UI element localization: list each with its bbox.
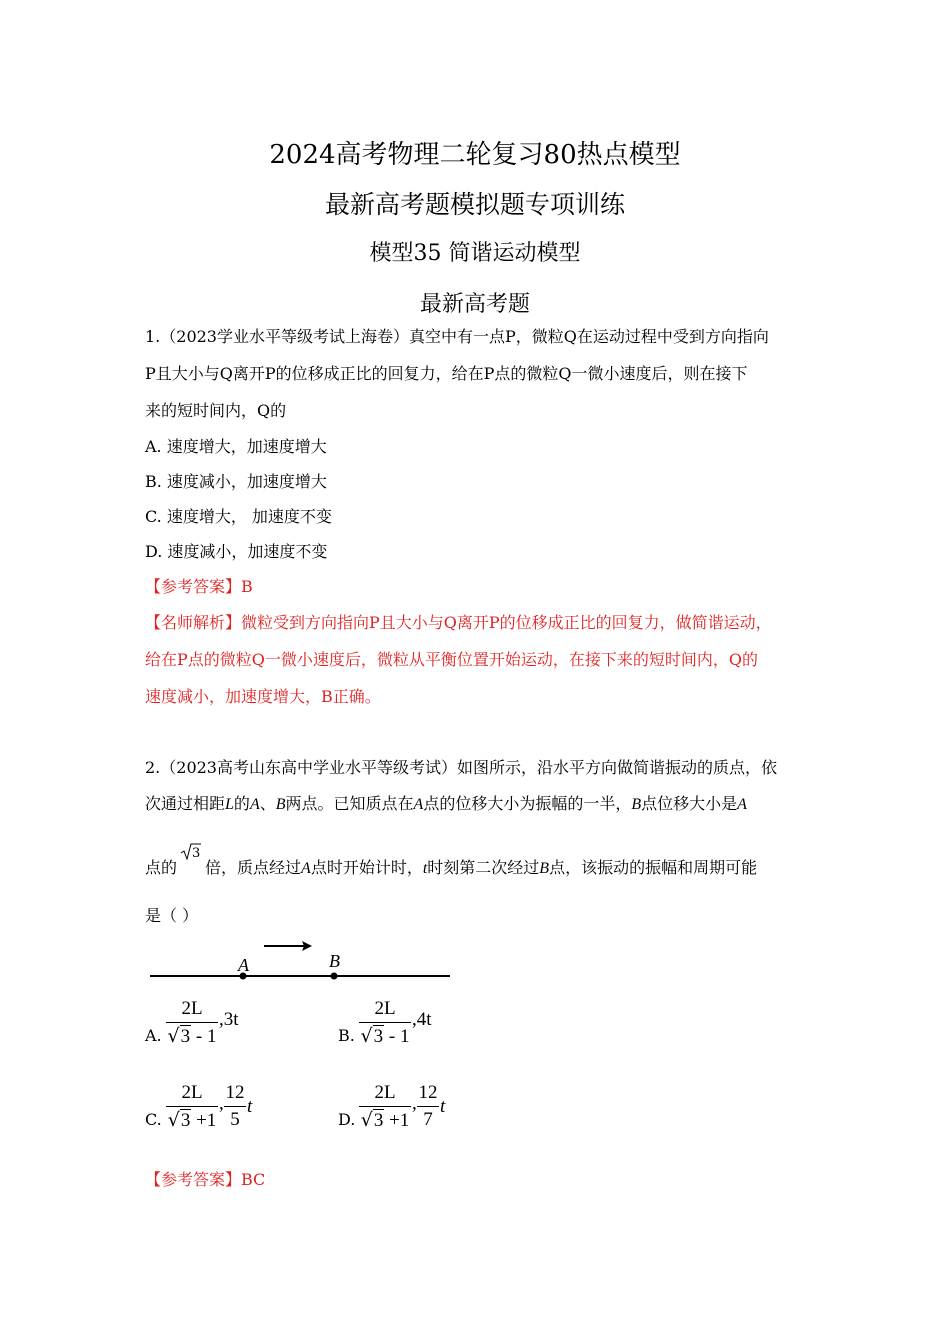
q2-option-a-label: A. [145, 1026, 162, 1045]
q1-option-c: C. 速度增大， 加速度不变 [145, 507, 332, 526]
q1-stem-line2: P且大小与Q离开P的位移成正比的回复力，给在P点的微粒Q一微小速度后，则在接下 [145, 364, 748, 383]
q2-stem-line4: 是（ ） [145, 906, 199, 925]
q1-stem-line1: 1.（2023学业水平等级考试上海卷）真空中有一点P，微粒Q在运动过程中受到方向指向 [145, 327, 769, 346]
q2-option-c-separator: , [219, 1093, 224, 1114]
q2-option-b-label: B. [338, 1026, 355, 1045]
q2-option-a-fraction: 2L √3 - 1 [167, 998, 217, 1047]
q2-option-c-t: t [247, 1096, 253, 1117]
q1-analysis-line3: 速度减小，加速度增大，B正确。 [145, 687, 381, 706]
model-title: 模型35 简谐运动模型 [369, 241, 581, 266]
q1-stem-line3: 来的短时间内，Q的 [145, 401, 287, 420]
q2-option-d-label: D. [338, 1110, 356, 1129]
q2-option-b-fraction: 2L √3 - 1 [360, 998, 410, 1047]
q2-option-c-fraction: 2L √3 +1 [167, 1082, 217, 1131]
q1-analysis-line1: 【名师解析】微粒受到方向指向P且大小与Q离开P的位移成正比的回复力，做简谐运动， [145, 613, 772, 632]
q1-option-d: D. 速度减小，加速度不变 [145, 542, 328, 561]
q2-option-d-t: t [440, 1096, 446, 1117]
q1-answer: 【参考答案】B [145, 577, 253, 596]
q1-option-b: B. 速度减小，加速度增大 [145, 472, 327, 491]
subtitle: 最新高考题模拟题专项训练 [324, 190, 625, 219]
q2-option-a-period: ,3t [219, 1009, 239, 1030]
q2-option-c-label: C. [145, 1110, 162, 1129]
q2-option-d-fraction: 2L √3 +1 [360, 1082, 410, 1131]
main-title: 2024高考物理二轮复习80热点模型 [269, 140, 681, 170]
section-title: 最新高考题 [419, 292, 530, 317]
q2-option-c-period-fraction: 12 5 [225, 1082, 245, 1130]
q2-option-b-period: ,4t [412, 1009, 432, 1030]
q2-diagram [148, 938, 458, 988]
q2-stem-line1: 2.（2023高考山东高中学业水平等级考试）如图所示，沿水平方向做简谐振动的质点，依 [145, 758, 777, 777]
sqrt3-symbol: 3 [180, 843, 210, 861]
q2-answer: 【参考答案】BC [145, 1170, 266, 1189]
q2-stem-line2: 次通过相距L的A、B两点。已知质点在A点的位移大小为振幅的一半，B点位移大小是A [145, 794, 747, 813]
q1-analysis-line2: 给在P点的微粒Q一微小速度后，微粒从平衡位置开始运动，在接下来的短时间内，Q的 [145, 650, 759, 669]
point-b [331, 973, 338, 980]
label-a: A [238, 955, 249, 975]
label-b: B [329, 951, 340, 971]
q1-option-a: A. 速度增大，加速度增大 [145, 437, 327, 456]
q2-option-d-separator: , [412, 1093, 417, 1114]
q2-stem-line3: 点的 倍，质点经过A点时开始计时，t时刻第二次经过B点，该振动的振幅和周期可能 [145, 858, 758, 877]
q2-option-d-period-fraction: 12 7 [418, 1082, 438, 1130]
